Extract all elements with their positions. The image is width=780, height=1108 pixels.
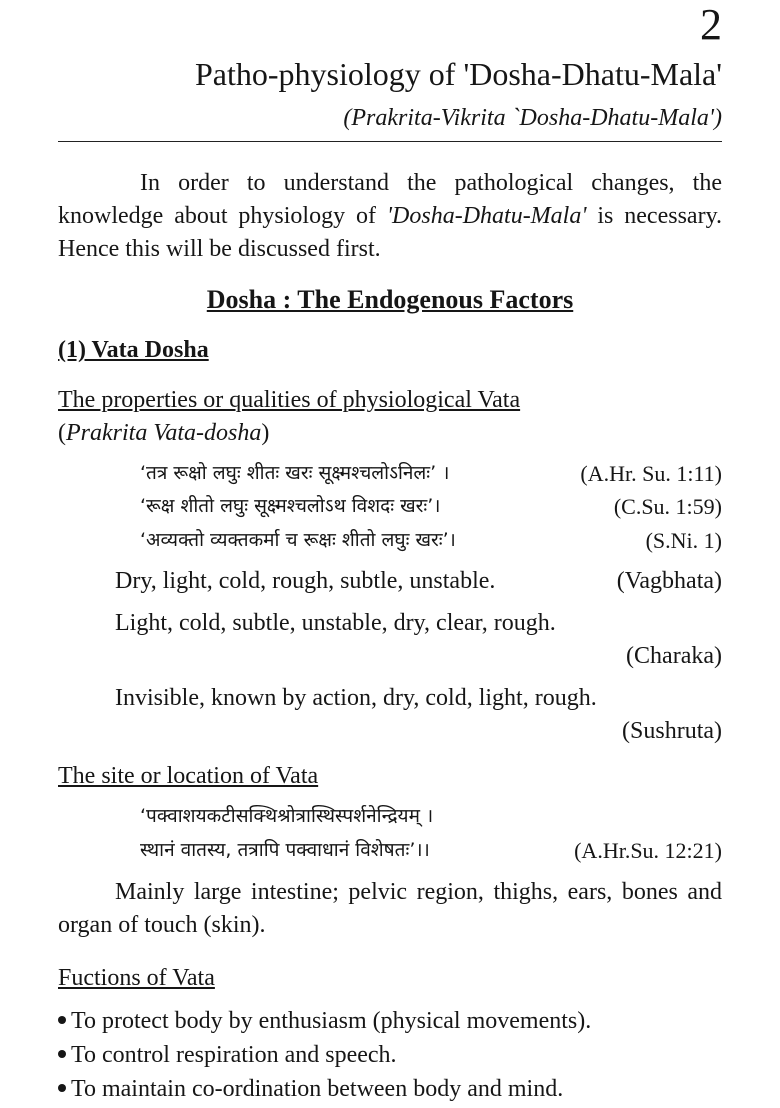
function-item bbox=[58, 1039, 397, 1071]
subheading-close: ) bbox=[261, 420, 270, 446]
site-description: Mainly large intestine; pelvic region, thighs, ears, bones and organ of touch (skin). bbox=[58, 879, 722, 938]
site-verse-line-1: ‘पक्वाशयकटीसक्थिश्रोत्रास्थिस्पर्शनेन्द्रियम् । bbox=[140, 805, 434, 827]
functions-heading: Fuctions of Vata bbox=[58, 965, 215, 991]
function-item-text: To control respiration and speech. bbox=[71, 1042, 397, 1068]
translation-2: Light, cold, subtle, unstable, dry, clear, rough. bbox=[115, 610, 556, 636]
translation-1: Dry, light, cold, rough, subtle, unstable. bbox=[115, 568, 496, 594]
bullet-icon bbox=[58, 1084, 66, 1092]
function-item bbox=[58, 1073, 563, 1105]
site-verse-ref: (A.Hr.Su. 12:21) bbox=[574, 838, 722, 863]
translation-author-3: (Sushruta) bbox=[622, 718, 722, 744]
function-item-text: To maintain co-ordination between body and mind. bbox=[71, 1076, 564, 1102]
site-heading: The site or location of Vata bbox=[58, 763, 319, 789]
verse-ref-1: (A.Hr. Su. 1:11) bbox=[580, 461, 722, 486]
intro-text-2: is necessary. Hence this will be discussed first. bbox=[58, 203, 723, 262]
translation-author-1: (Vagbhata) bbox=[616, 568, 722, 594]
function-item-text: To protect body by enthusiasm (physical movements). bbox=[71, 1008, 592, 1034]
section-heading: Dosha : The Endogenous Factors bbox=[206, 285, 574, 314]
properties-subheading bbox=[58, 418, 269, 448]
verse-ref-2: (C.Su. 1:59) bbox=[613, 494, 722, 519]
title-divider bbox=[58, 141, 722, 142]
translation-3: Invisible, known by action, dry, cold, light, rough. bbox=[115, 685, 597, 711]
subheading-italic: Prakrita Vata-dosha bbox=[66, 420, 262, 446]
subheading-open: ( bbox=[58, 420, 66, 446]
translation-author-2: (Charaka) bbox=[626, 643, 722, 669]
verse-ref-3: (S.Ni. 1) bbox=[645, 528, 722, 553]
sanskrit-verse-1: ‘तत्र रूक्षो लघुः शीतः खरः सूक्ष्मश्चलोऽनिलः’ । bbox=[140, 462, 450, 484]
intro-italic-term: 'Dosha-Dhatu-Mala' bbox=[386, 203, 587, 229]
vata-dosha-heading: (1) Vata Dosha bbox=[58, 337, 209, 363]
sanskrit-verse-3: ‘अव्यक्तो व्यक्तकर्मा च रूक्षः शीतो लघुः खरः’। bbox=[140, 529, 456, 551]
properties-heading: The properties or qualities of physiological Vata bbox=[58, 387, 521, 413]
bullet-icon bbox=[58, 1050, 66, 1058]
chapter-title: Patho-physiology of 'Dosha-Dhatu-Mala' bbox=[195, 56, 722, 92]
chapter-subtitle: (Prakrita-Vikrita `Dosha-Dhatu-Mala') bbox=[343, 105, 722, 131]
function-item bbox=[58, 1005, 591, 1037]
chapter-number: 2 bbox=[700, 0, 722, 49]
intro-paragraph bbox=[58, 167, 722, 266]
bullet-icon bbox=[58, 1016, 66, 1024]
intro-text-1: In order to understand the pathological changes, the knowledge about physiology of bbox=[58, 170, 722, 229]
sanskrit-verse-2: ‘रूक्ष शीतो लघुः सूक्ष्मश्चलोऽथ विशदः खरः’। bbox=[140, 495, 441, 517]
site-verse-line-2: स्थानं वातस्य, तत्रापि पक्वाधानं विशेषतः’।। bbox=[140, 839, 430, 861]
